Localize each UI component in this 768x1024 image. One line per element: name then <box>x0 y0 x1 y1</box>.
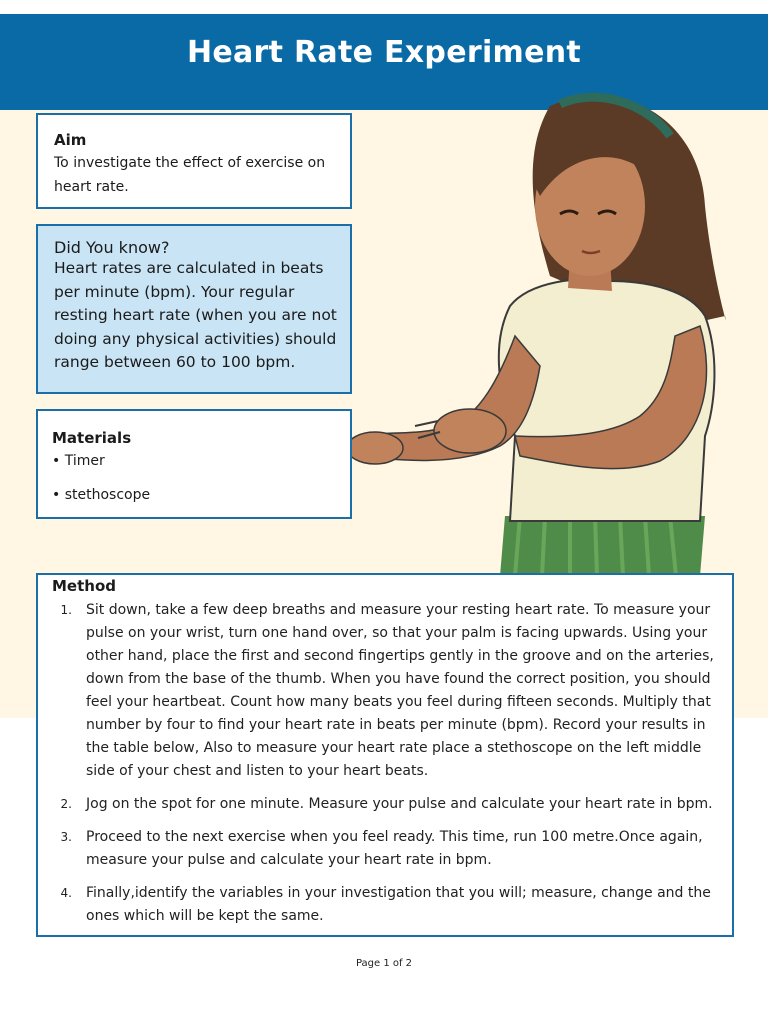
aim-text: To investigate the effect of exercise on heart rate. <box>54 155 326 195</box>
method-step <box>52 599 716 783</box>
materials-list <box>52 451 336 505</box>
step-number: 2. <box>60 797 72 811</box>
step-text: Proceed to the next exercise when you feel ready. This time, run 100 metre.Once again, measure your pulse and calculate your heart rate in bpm. <box>86 829 703 868</box>
method-step <box>52 793 716 816</box>
page-number: Page 1 of 2 <box>355 958 413 969</box>
did-you-know-text: Heart rates are calculated in beats per minute (bpm). Your regular resting heart rate (when you are not doing any physical activities) should range between 60 to 100 bpm. <box>54 259 337 371</box>
page-title: Heart Rate Experiment <box>186 34 582 70</box>
step-number: 1. <box>60 603 72 617</box>
step-number: 3. <box>60 830 72 844</box>
method-heading: Method <box>52 577 116 595</box>
method-steps <box>52 599 716 928</box>
method-step <box>52 882 716 928</box>
did-you-know-heading: Did You know? <box>54 238 170 257</box>
did-you-know-box <box>36 224 352 394</box>
step-text: Sit down, take a few deep breaths and measure your resting heart rate. To measure your pulse on your wrist, turn one hand over, so that your palm is facing upwards. Using your other hand, place the first and second fingertips gently in the groove and on the arteries, down from the base of the thumb. When you have found the correct position, you should feel your heartbeat. Count how many beats you feel during fifteen seconds. Multiply that number by four to find your heart rate in beats per minute (bpm). Record your results in the table below, Also to measure your heart rate place a stethoscope on the left middle side of your chest and listen to your heart beats. <box>86 602 714 779</box>
materials-item: • Timer <box>52 453 105 469</box>
materials-item: • stethoscope <box>52 487 151 503</box>
aim-box <box>36 113 352 209</box>
aim-heading: Aim <box>54 131 87 149</box>
materials-heading: Materials <box>52 429 132 447</box>
step-number: 4. <box>60 886 72 900</box>
step-text: Jog on the spot for one minute. Measure your pulse and calculate your heart rate in bpm. <box>86 796 713 812</box>
girl-checking-pulse-illustration <box>320 76 740 576</box>
step-text: Finally,identify the variables in your investigation that you will; measure, change and the ones which will be kept the same. <box>86 885 711 924</box>
method-box <box>36 573 734 937</box>
materials-box <box>36 409 352 519</box>
method-step <box>52 826 716 872</box>
